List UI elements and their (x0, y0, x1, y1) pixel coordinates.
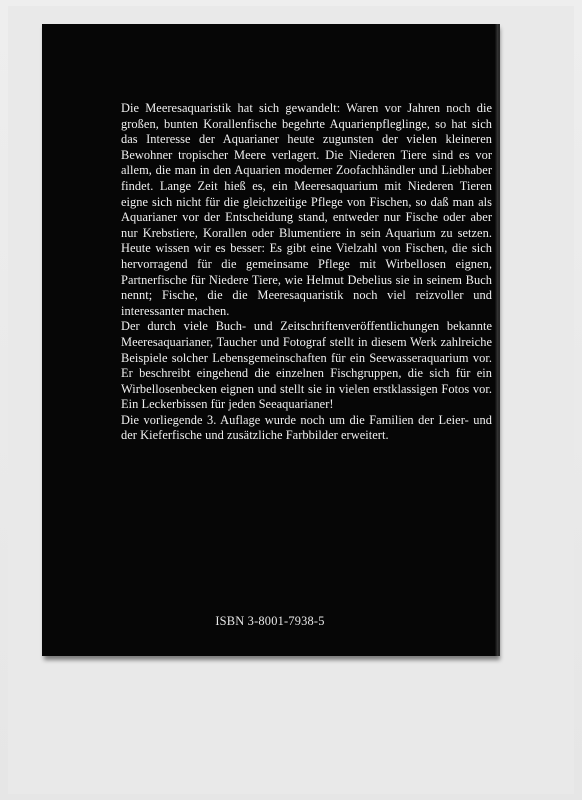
blurb-paragraph-2: Der durch viele Buch- und Zeitschriftenveröffentlichungen bekannte Meeresaquarianer, Taucher und Fotograf stellt in diesem Werk zahlreiche Beispiele solcher Lebensgemeinschaften für ein Seewasseraquarium vor. Er beschreibt eingehend die einzelnen Fischgruppen, die sich für ein Wirbellosenbecken eignen und stellt sie in vielen erstklassigen Fotos vor. Ein Leckerbissen für jeden Seeaquarianer! (121, 319, 492, 412)
isbn-label: ISBN 3-8001-7938-5 (215, 614, 325, 628)
blurb-paragraph-3: Die vorliegende 3. Auflage wurde noch um die Familien der Leier- und der Kieferfische und zusätzliche Farbbilder erweitert. (121, 412, 492, 443)
book-back-cover (42, 24, 500, 656)
blurb-paragraph-1: Die Meeresaquaristik hat sich gewandelt: Waren vor Jahren noch die großen, bunten Korallenfische begehrte Aquarienpfleglinge, so hat sich das Interesse der Aquarianer heute zugunsten der vielen kleineren Bewohner tropischer Meere verlagert. Die Niederen Tiere sind es vor allem, die man in den Aquarien moderner Zoofachhändler und Liebhaber findet. Lange Zeit hieß es, ein Meeresaquarium mit Niederen Tieren eigne sich nicht für die gleichzeitige Pflege von Fischen, so daß man als Aquarianer vor der Entscheidung stand, entweder nur Fische oder aber nur Krebstiere, Korallen oder Blumentiere in sein Aquarium zu setzen. Heute wissen wir es besser: Es gibt eine Vielzahl von Fischen, die sich hervorragend für die gemeinsame Pflege mit Wirbellosen eignen, Partnerfische für Niedere Tiere, wie Helmut Debelius sie in seinem Buch nennt; Fische, die die Meeresaquaristik noch viel reizvoller und interessanter machen. (121, 101, 492, 318)
blurb-text (121, 101, 492, 444)
page-edge (495, 24, 498, 656)
